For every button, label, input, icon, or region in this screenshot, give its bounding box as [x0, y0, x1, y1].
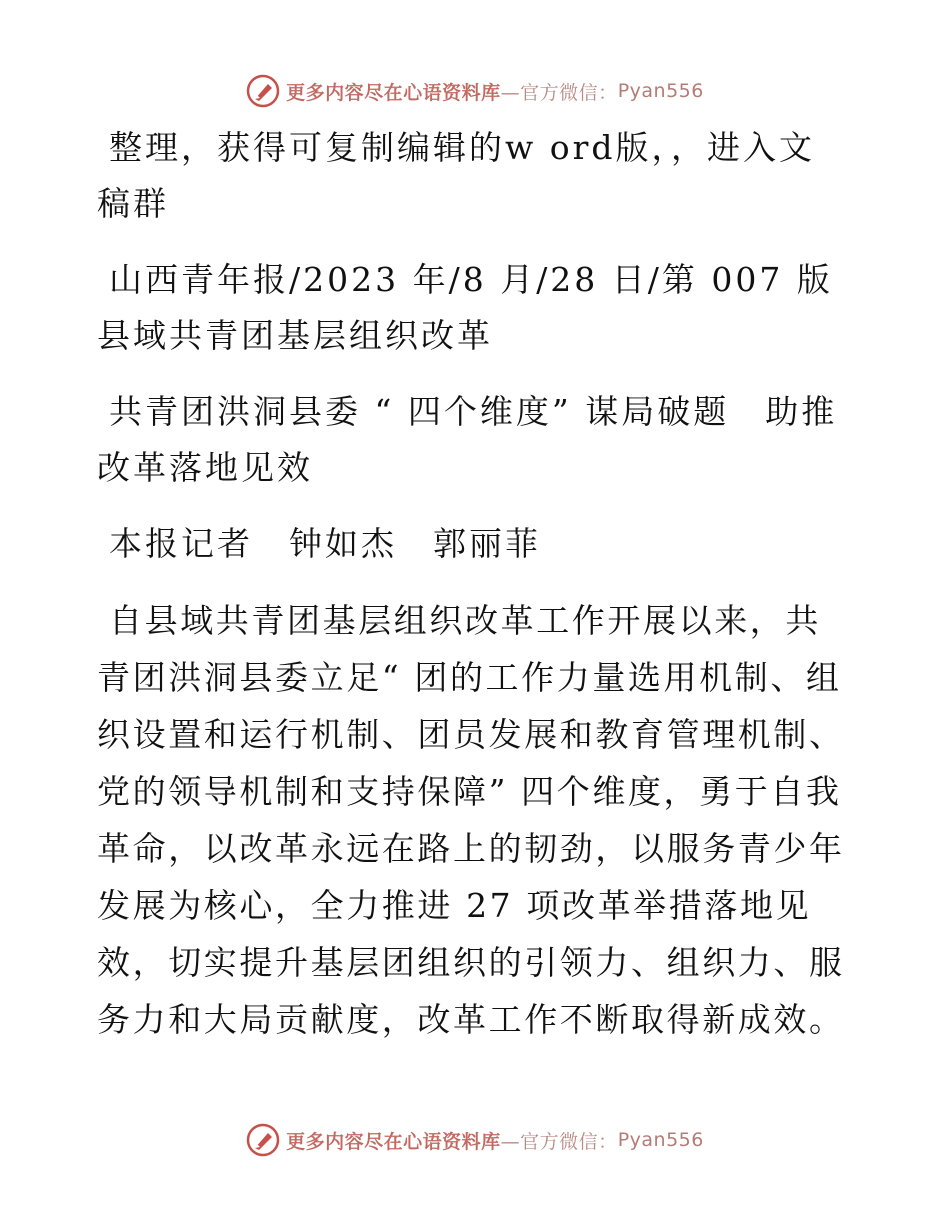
- pen-nib-logo-icon: [246, 74, 280, 108]
- footer-watermark-banner: [0, 1121, 950, 1159]
- banner-main-text: 更多内容尽在心语资料库: [286, 1130, 501, 1153]
- document-body: [97, 120, 849, 1068]
- pen-nib-logo-icon: [246, 1123, 280, 1157]
- article-headline: 共青团洪洞县委 “ 四个维度” 谋局破题 助推改革落地见效: [97, 392, 838, 487]
- intro-paragraph: 整理，获得可复制编辑的w ord版，，进入文稿群: [97, 128, 816, 223]
- banner-separator-text: —官方微信：: [500, 1130, 618, 1153]
- byline: 本报记者 钟如杰 郭丽菲: [109, 524, 541, 563]
- banner-wechat-id: Pyan556: [617, 1129, 704, 1151]
- banner-wechat-id: Pyan556: [617, 80, 704, 102]
- banner-main-text: 更多内容尽在心语资料库: [286, 81, 501, 104]
- header-watermark-banner: [0, 72, 950, 110]
- source-line: 山西青年报/2023 年/8 月/28 日/第 007 版县域共青团基层组织改革: [97, 260, 833, 355]
- banner-separator-text: —官方微信：: [500, 81, 618, 104]
- article-body-paragraph: 自县域共青团基层组织改革工作开展以来，共青团洪洞县委立足“ 团的工作力量选用机制、组织设置和运行机制、团员发展和教育管理机制、党的领导机制和支持保障” 四个维度，勇于自我革命，以改革永远在路上的韧劲，以服务青少年发展为核心，全力推进 27 项改革举措落地见效，切实提升基层团组织的引领力、组织力、服务力和大局贡献度，改革工作不断取得新成效。: [97, 601, 845, 1039]
